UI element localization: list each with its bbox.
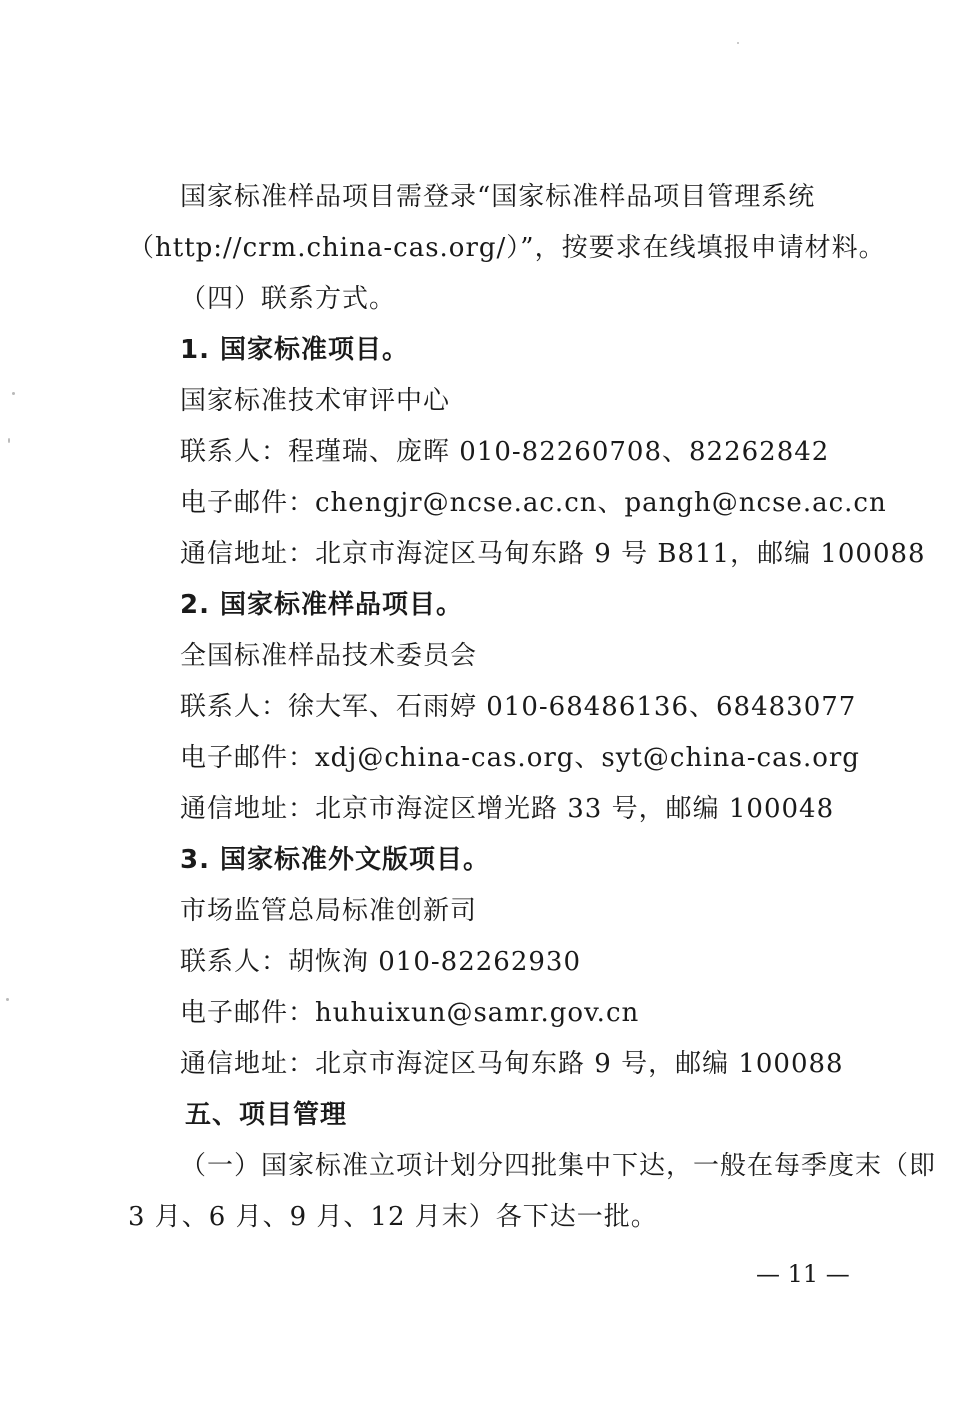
contact-org: 市场监管总局标准创新司 [180, 896, 478, 926]
contact-person: 联系人：徐大军、石雨婷 010-68486136、68483077 [180, 692, 857, 722]
section-title: （四）联系方式。 [180, 284, 397, 314]
contact-address: 通信地址：北京市海淀区马甸东路 9 号，邮编 100088 [180, 1049, 844, 1079]
paragraph-line: （http://crm.china-cas.org/）”，按要求在线填报申请材料。 [128, 233, 886, 263]
section-heading: 五、项目管理 [185, 1100, 348, 1130]
paragraph-line: 国家标准样品项目需登录“国家标准样品项目管理系统 [180, 182, 816, 212]
contact-email: 电子邮件：huhuixun@samr.gov.cn [180, 998, 640, 1028]
contact-org: 全国标准样品技术委员会 [180, 641, 478, 671]
contact-email: 电子邮件：chengjr@ncse.ac.cn、pangh@ncse.ac.cn [180, 488, 887, 518]
contact-email: 电子邮件：xdj@china-cas.org、syt@china-cas.org [180, 743, 860, 773]
paragraph-line: （一）国家标准立项计划分四批集中下达，一般在每季度末（即 [180, 1151, 937, 1181]
paragraph-line: 3 月、6 月、9 月、12 月末）各下达一批。 [128, 1202, 658, 1232]
scan-speck [8, 438, 10, 443]
contact-person: 联系人：程瑾瑞、庞晖 010-82260708、82262842 [180, 437, 830, 467]
contact-group-title: 3. 国家标准外文版项目。 [180, 845, 491, 875]
contact-group-title: 2. 国家标准样品项目。 [180, 590, 464, 620]
contact-group-title: 1. 国家标准项目。 [180, 335, 410, 365]
scan-speck [6, 998, 9, 1001]
contact-person: 联系人：胡恢洵 010-82262930 [180, 947, 582, 977]
contact-address: 通信地址：北京市海淀区马甸东路 9 号 B811，邮编 100088 [180, 539, 926, 569]
scan-speck [12, 392, 15, 395]
contact-org: 国家标准技术审评中心 [180, 386, 451, 416]
contact-address: 通信地址：北京市海淀区增光路 33 号，邮编 100048 [180, 794, 835, 824]
page-number: — 11 — [756, 1260, 850, 1288]
scan-speck [737, 42, 739, 44]
